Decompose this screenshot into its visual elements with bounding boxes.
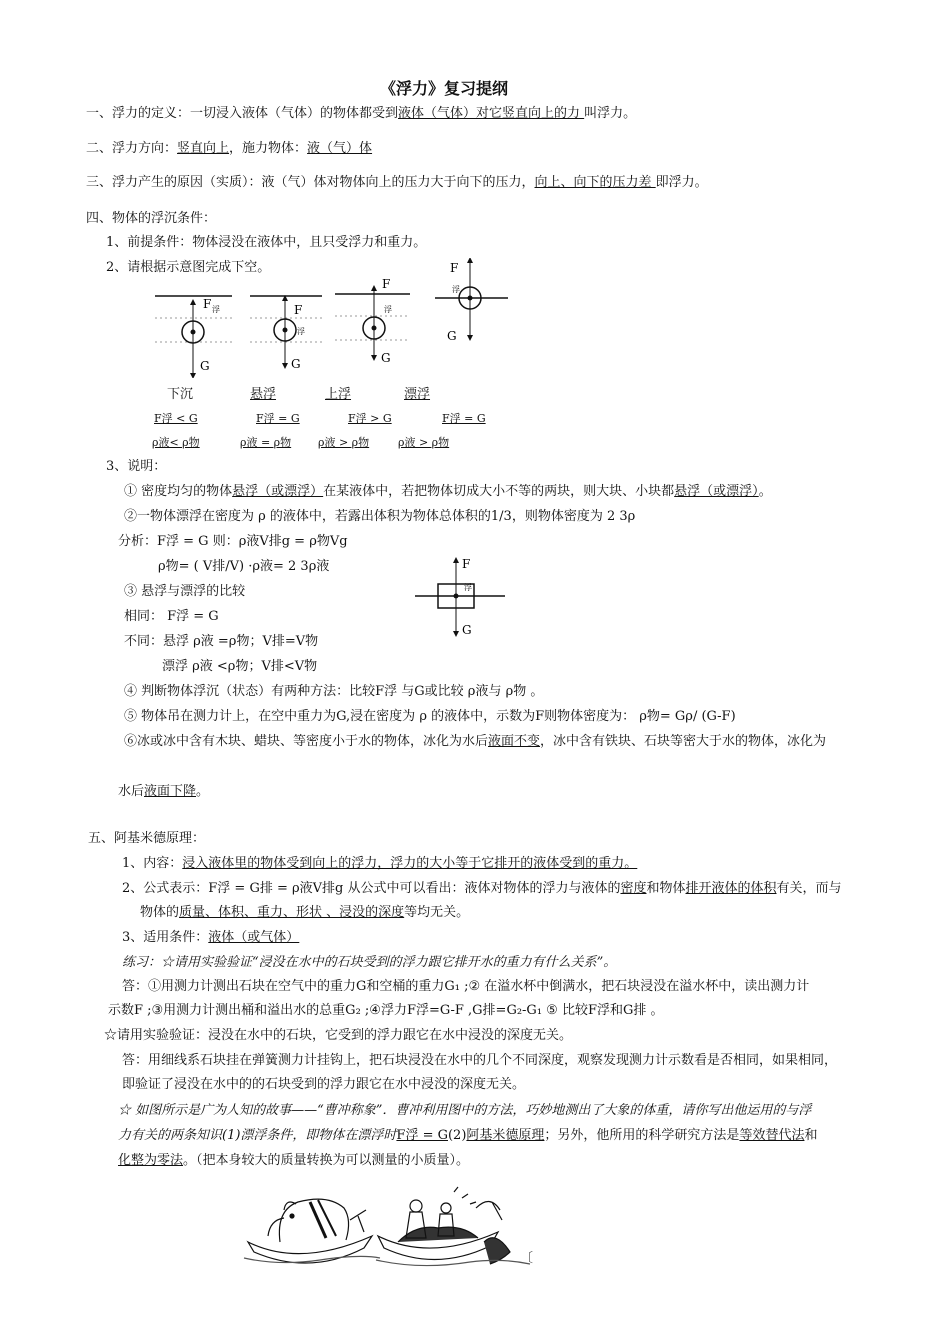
state-label-sink: 下沉 bbox=[167, 387, 194, 402]
diff-line-2: 漂浮 ρ液 <ρ物；V排<V物 bbox=[162, 659, 318, 674]
density-rel-rise: ρ液 > ρ物 bbox=[318, 436, 370, 449]
exercise-3-line-3: 化整为零法。（把本身较大的质量转换为可以测量的小质量）。 bbox=[118, 1153, 470, 1168]
svg-text:F: F bbox=[203, 297, 212, 311]
exercise-3-line-1: ☆ 如图所示是广为人知的故事——“曹冲称象”．曹冲利用图中的方法，巧妙地测出了大象的体重，请你写出他运用的与浮 bbox=[118, 1103, 812, 1118]
svg-text:浮: 浮 bbox=[384, 305, 392, 314]
svg-text:浮: 浮 bbox=[212, 305, 220, 314]
archimedes-formula: 2、公式表示：F浮 = G排 = ρ液V排g 从公式中可以看出：液体对物体的浮力与液体的密度和物体排开液体的体积有关，而与 bbox=[122, 881, 842, 896]
elephant-boat-picture bbox=[244, 1199, 380, 1263]
svg-text:G: G bbox=[447, 329, 457, 343]
answer-1-line-1: 答：①用测力计测出石块在空气中的重力G和空桶的重力G₁ ;② 在溢水杯中倒满水，把石块浸没在溢水杯中，读出测力计 bbox=[122, 979, 810, 994]
diagram-rising bbox=[335, 277, 410, 365]
section-3-cause: 三、浮力产生的原因（实质）：液（气）体对物体向上的压力大于向下的压力，向上、向下的压力差 即浮力。 bbox=[86, 175, 708, 190]
exercise-1: 练习：☆请用实验验证“浸没在水中的石块受到的浮力跟它排开水的重力有什么关系”。 bbox=[122, 955, 617, 970]
cao-chong-illustration bbox=[240, 1180, 540, 1280]
note-6-continued: 水后液面下降。 bbox=[118, 784, 210, 799]
section-2-direction: 二、浮力方向：竖直向上，施力物体：液（气）体 bbox=[86, 141, 373, 156]
state-label-rise: 上浮 bbox=[325, 387, 352, 402]
diff-line-1: 不同：悬浮 ρ液 =ρ物；V排=V物 bbox=[124, 634, 319, 649]
analysis-line-1: 分析：F浮 = G 则：ρ液V排g = ρ物Vg bbox=[118, 534, 348, 549]
archimedes-formula-continued: 物体的质量、体积、重力、形状 、浸没的深度等均无关。 bbox=[140, 905, 470, 920]
same-line: 相同： F浮 = G bbox=[124, 609, 219, 624]
exercise-3-line-2: 力有关的两条知识(1)漂浮条件，即物体在漂浮时F浮 = G(2)阿基米德原理；另外，他所用的科学研究方法是等效替代法和 bbox=[118, 1128, 818, 1143]
archimedes-content: 1、内容：浸入液体里的物体受到向上的浮力，浮力的大小等于它排开的液体受到的重力。 bbox=[122, 856, 638, 871]
condition-1: 1、前提条件：物体浸没在液体中，且只受浮力和重力。 bbox=[106, 235, 427, 250]
density-rel-suspend: ρ液 = ρ物 bbox=[240, 436, 292, 449]
svg-text:G: G bbox=[381, 351, 391, 365]
force-rel-rise: F浮 > G bbox=[348, 412, 392, 425]
force-rel-sink: F浮 < G bbox=[154, 412, 198, 425]
note-2: ②一物体漂浮在密度为 ρ 的液体中，若露出体积为物体总体积的1/3，则物体密度为 2 3ρ bbox=[124, 509, 636, 524]
svg-text:G: G bbox=[200, 359, 210, 373]
answer-1-line-2: 示数F ;③用测力计测出桶和溢出水的总重G₂ ;④浮力F浮=G-F ,G排=G₂-G₁ ⑤ 比较F浮和G排 。 bbox=[108, 1003, 664, 1018]
condition-2: 2、请根据示意图完成下空。 bbox=[106, 260, 271, 275]
diagram-suspended bbox=[250, 296, 322, 371]
state-label-suspend: 悬浮 bbox=[250, 387, 277, 402]
diagram-sinking bbox=[155, 296, 232, 376]
footer-mark: 〔 bbox=[520, 1251, 534, 1266]
answer-2-line-1: 答：用细线系石块挂在弹簧测力计挂钩上，把石块浸没在水中的几个不同深度，观察发现测力计示数看是否相同，如果相同， bbox=[122, 1053, 838, 1068]
float-sink-diagram bbox=[140, 258, 520, 378]
force-rel-suspend: F浮 = G bbox=[256, 412, 300, 425]
page-title: 《浮力》复习提纲 bbox=[380, 79, 509, 98]
answer-2-line-2: 即验证了浸没在水中的的石块受到的浮力跟它在水中浸没的深度无关。 bbox=[122, 1077, 526, 1092]
section-5-heading: 五、阿基米德原理： bbox=[88, 831, 206, 846]
section-4-heading: 四、物体的浮沉条件： bbox=[86, 211, 217, 226]
note-4: ④ 判断物体浮沉（状态）有两种方法：比较F浮 与G或比较 ρ液与 ρ物 。 bbox=[124, 684, 544, 699]
note-3: ③ 悬浮与漂浮的比较 bbox=[124, 584, 246, 599]
note-1: ① 密度均匀的物体悬浮（或漂浮）在某液体中，若把物体切成大小不等的两块，则大块、小块都悬浮（或漂浮）。 bbox=[124, 484, 772, 499]
svg-text:G: G bbox=[462, 623, 472, 637]
density-rel-float: ρ液 > ρ物 bbox=[398, 436, 450, 449]
force-rel-float: F浮 = G bbox=[442, 412, 486, 425]
analysis-line-2: ρ物= ( V排/V) ·ρ液= 2 3ρ液 bbox=[158, 559, 330, 574]
svg-text:浮: 浮 bbox=[464, 583, 472, 592]
svg-text:G: G bbox=[291, 357, 301, 371]
svg-text:浮: 浮 bbox=[452, 285, 460, 294]
section-1-definition: 一、浮力的定义：一切浸入液体（气体）的物体都受到液体（气体）对它竖直向上的力 叫浮力。 bbox=[86, 106, 637, 121]
diagram-floating bbox=[435, 260, 508, 343]
floating-block-diagram bbox=[410, 556, 510, 640]
svg-text:F: F bbox=[382, 277, 391, 291]
svg-text:F: F bbox=[462, 557, 471, 571]
condition-3: 3、说明： bbox=[106, 459, 167, 474]
svg-text:F: F bbox=[294, 303, 303, 317]
archimedes-condition: 3、适用条件：液体（或气体） bbox=[122, 930, 300, 945]
density-rel-sink: ρ液< ρ物 bbox=[152, 436, 200, 449]
note-5: ⑤ 物体吊在测力计上，在空中重力为G,浸在密度为 ρ 的液体中，示数为F则物体密度为： ρ物= Gρ/ (G-F) bbox=[124, 709, 736, 724]
svg-text:浮: 浮 bbox=[297, 327, 305, 336]
note-6: ⑥冰或冰中含有木块、蜡块、等密度小于水的物体，冰化为水后液面不变，冰中含有铁块、石块等密大于水的物体，冰化为 bbox=[124, 734, 827, 749]
state-label-float: 漂浮 bbox=[404, 387, 431, 402]
exercise-2: ☆请用实验验证：浸没在水中的石块，它受到的浮力跟它在水中浸没的深度无关。 bbox=[104, 1028, 573, 1043]
stone-boat-picture bbox=[376, 1187, 530, 1266]
svg-text:F: F bbox=[450, 261, 459, 275]
